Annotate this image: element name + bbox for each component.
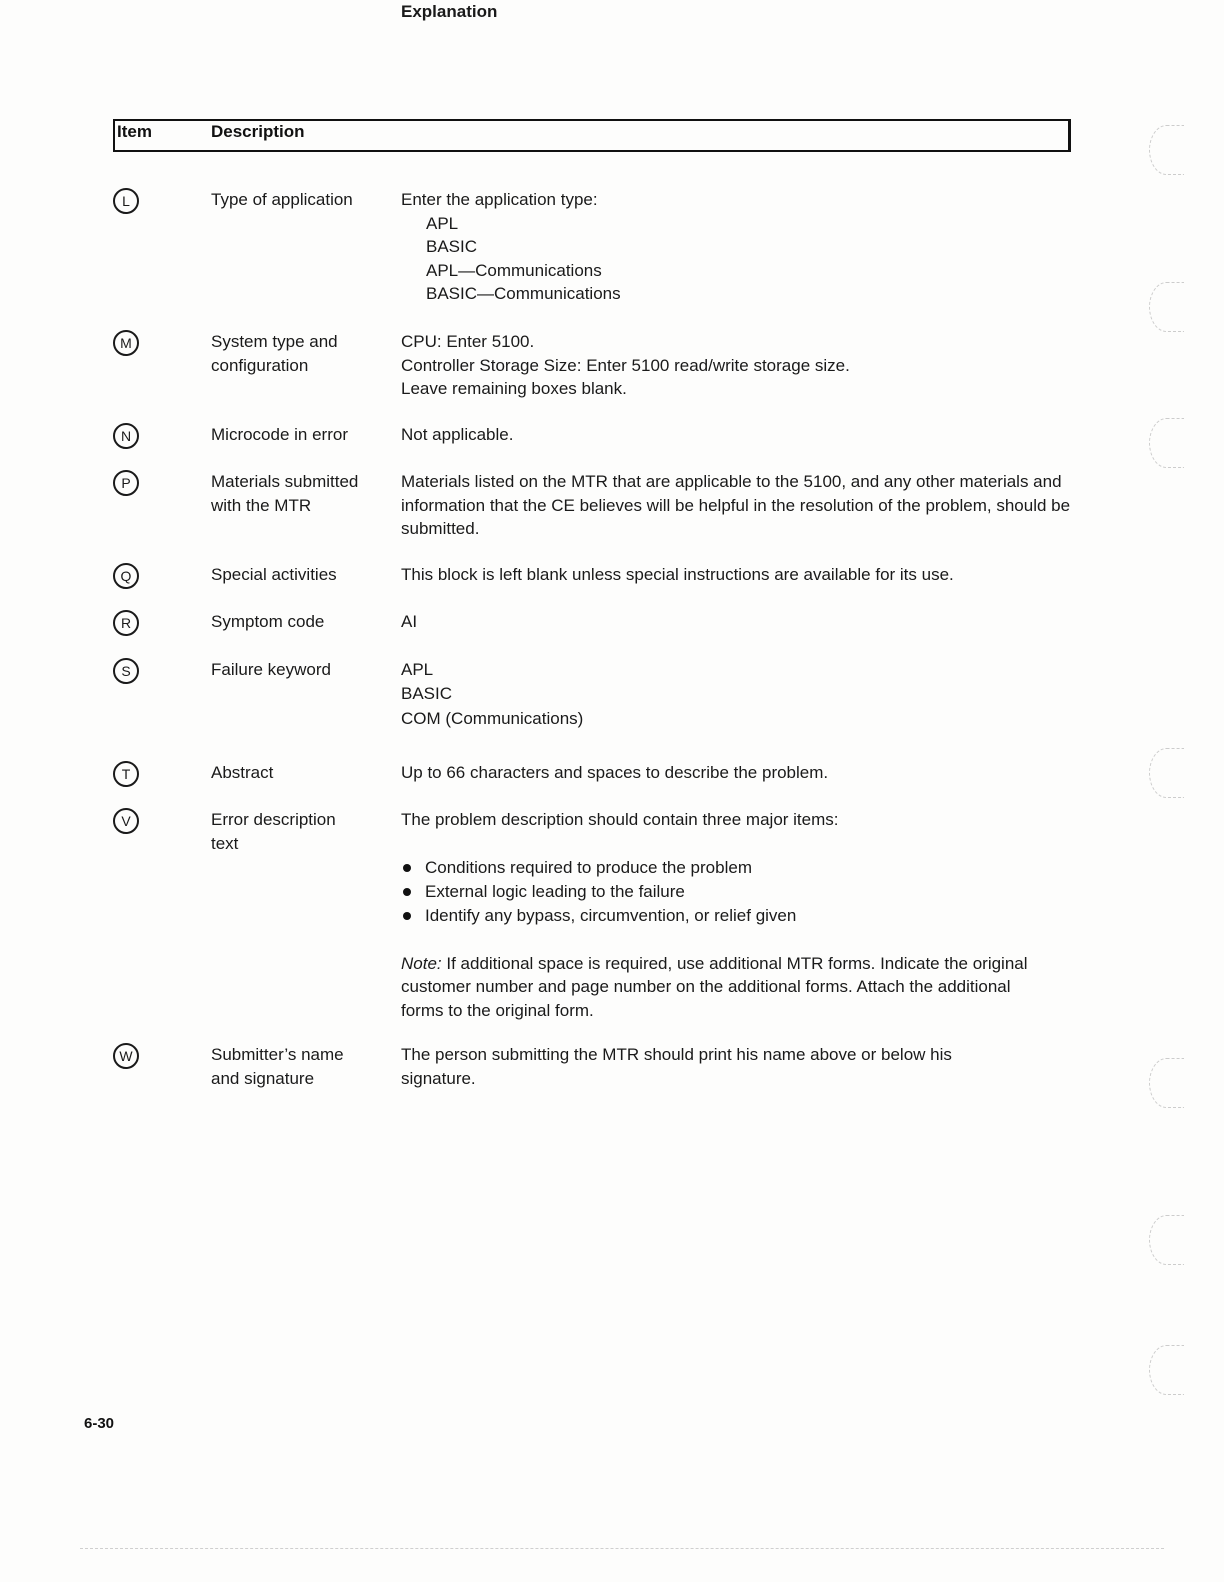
- row-description: Error description text: [211, 810, 336, 853]
- row-explanation: [401, 188, 1091, 306]
- list-item: External logic leading to the failure: [401, 880, 1031, 904]
- explanation-paragraph: Materials listed on the MTR that are applicable to the 5100, and any other materials and information that the CE believes will be helpful in the resolution of the problem, should be submitted.: [401, 472, 1071, 538]
- item-badge-w: W: [113, 1043, 139, 1069]
- explanation-line: Controller Storage Size: Enter 5100 read/write storage size.: [401, 355, 850, 375]
- row-explanation: [401, 423, 1091, 447]
- item-badge-n: N: [113, 423, 139, 449]
- row-explanation: [401, 610, 1091, 634]
- failure-keyword: COM (Communications): [401, 709, 584, 728]
- list-item: Identify any bypass, circumvention, or relief given: [401, 904, 1031, 928]
- row-explanation: [401, 658, 1091, 731]
- explanation-line: Leave remaining boxes blank.: [401, 379, 627, 398]
- bullet-list: [401, 856, 1031, 928]
- explanation-line: Not applicable.: [401, 425, 514, 444]
- failure-keyword: BASIC: [401, 683, 453, 703]
- symptom-code-value: AI: [401, 612, 418, 631]
- row-description: Type of application: [211, 190, 353, 209]
- row-description: Symptom code: [211, 612, 325, 631]
- application-type-option: BASIC—Communications: [426, 284, 621, 303]
- row-explanation: [401, 808, 1031, 1022]
- explanation-line: Enter the application type:: [401, 190, 598, 209]
- application-type-option: APL—Communications: [426, 260, 602, 280]
- item-badge-q: Q: [113, 563, 139, 589]
- item-badge-r: R: [113, 610, 139, 636]
- row-explanation: [401, 563, 1091, 587]
- item-badge-v: V: [113, 808, 139, 834]
- item-badge-m: M: [113, 330, 139, 356]
- item-badge-p: P: [113, 470, 139, 496]
- row-description: Materials submitted with the MTR: [211, 472, 359, 515]
- explanation-line: This block is left blank unless special instructions are available for its use.: [401, 565, 954, 584]
- item-badge-s: S: [113, 658, 139, 684]
- row-description: Special activities: [211, 565, 337, 584]
- row-explanation: [401, 470, 1086, 541]
- row-description: Microcode in error: [211, 425, 348, 444]
- item-badge-t: T: [113, 761, 139, 787]
- item-badge-l: L: [113, 188, 139, 214]
- row-description: System type and configuration: [211, 332, 338, 375]
- note-label: Note:: [401, 953, 442, 973]
- failure-keyword: APL: [401, 660, 434, 679]
- explanation-line: Up to 66 characters and spaces to describe the problem.: [401, 763, 829, 782]
- application-type-option: BASIC: [426, 237, 478, 256]
- explanation-line: CPU: Enter 5100.: [401, 332, 535, 351]
- binder-hole-mark: [1149, 1345, 1184, 1395]
- list-item: Conditions required to produce the problem: [401, 856, 1031, 880]
- row-explanation: [401, 1043, 1001, 1090]
- row-description: Submitter’s name and signature: [211, 1045, 344, 1088]
- page-number: 6-30: [84, 1415, 115, 1432]
- header-explanation: Explanation: [401, 2, 498, 21]
- note-text: If additional space is required, use additional MTR forms. Indicate the original customer number and page number on the additional forms. Attach the additional forms to the original form.: [401, 953, 1028, 1020]
- binder-hole-mark: [1149, 1215, 1184, 1265]
- binder-hole-mark: [1149, 282, 1184, 332]
- note-paragraph: [401, 952, 1031, 1023]
- explanation-line: The problem description should contain three major items:: [401, 810, 839, 829]
- binder-hole-mark: [1149, 418, 1184, 468]
- row-explanation: [401, 761, 1091, 785]
- header-item: Item: [117, 122, 152, 141]
- row-explanation: [401, 330, 1091, 401]
- row-description: Failure keyword: [211, 660, 331, 679]
- application-type-option: APL: [426, 213, 459, 233]
- binder-hole-mark: [1149, 1058, 1184, 1108]
- header-description: Description: [211, 122, 305, 141]
- explanation-paragraph: The person submitting the MTR should print his name above or below his signature.: [401, 1045, 952, 1088]
- binder-hole-mark: [1149, 125, 1184, 175]
- binder-hole-mark: [1149, 748, 1184, 798]
- row-description: Abstract: [211, 763, 274, 782]
- scan-edge-line: [80, 1548, 1164, 1549]
